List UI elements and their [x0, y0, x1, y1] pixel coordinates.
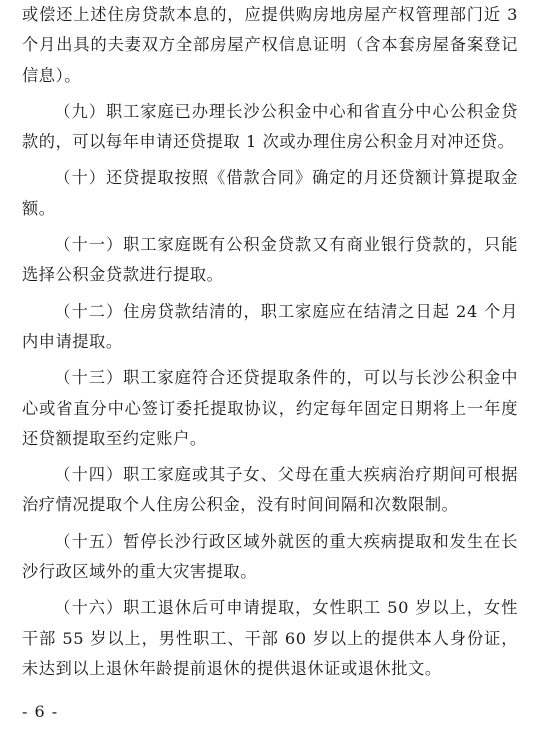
page-number: - 6 - [22, 702, 59, 721]
paragraph-item-11: （十一）职工家庭既有公积金贷款又有商业银行贷款的，只能选择公积金贷款进行提取。 [22, 235, 518, 285]
paragraph-item-16: （十六）职工退休后可申请提取，女性职工 50 岁以上，女性干部 55 岁以上，男性职工、干部 60 岁以上的提供本人身份证，未达到以上退休年龄提前退休的提供退休证或退休批文。 [22, 598, 518, 678]
paragraph-item-9: （九）职工家庭已办理长沙公积金中心和省直分中心公积金贷款的，可以每年申请还贷提取 1 次或办理住房公积金月对冲还贷。 [22, 101, 518, 152]
paragraph-item-10: （十）还贷提取按照《借款合同》确定的月还贷额计算提取金额。 [22, 168, 518, 218]
paragraph-continuation: 或偿还上述住房贷款本息的，应提供购房地房屋产权管理部门近 3 个月出具的夫妻双方全部房屋产权信息证明（含本套房屋备案登记信息）。 [22, 5, 518, 85]
paragraph-item-15: （十五）暂停长沙行政区域外就医的重大疾病提取和发生在长沙行政区域外的重大灾害提取。 [22, 531, 518, 582]
document-body [22, 0, 518, 690]
paragraph-item-14: （十四）职工家庭或其子女、父母在重大疾病治疗期间可根据治疗情况提取个人住房公积金，没有时间间隔和次数限制。 [22, 465, 518, 515]
paragraph-item-12: （十二）住房贷款结清的，职工家庭应在结清之日起 24 个月内申请提取。 [22, 301, 518, 351]
paragraph-item-13: （十三）职工家庭符合还贷提取条件的，可以与长沙公积金中心或省直分中心签订委托提取协议，约定每年固定日期将上一年度还贷额提取至约定账户。 [22, 368, 518, 448]
